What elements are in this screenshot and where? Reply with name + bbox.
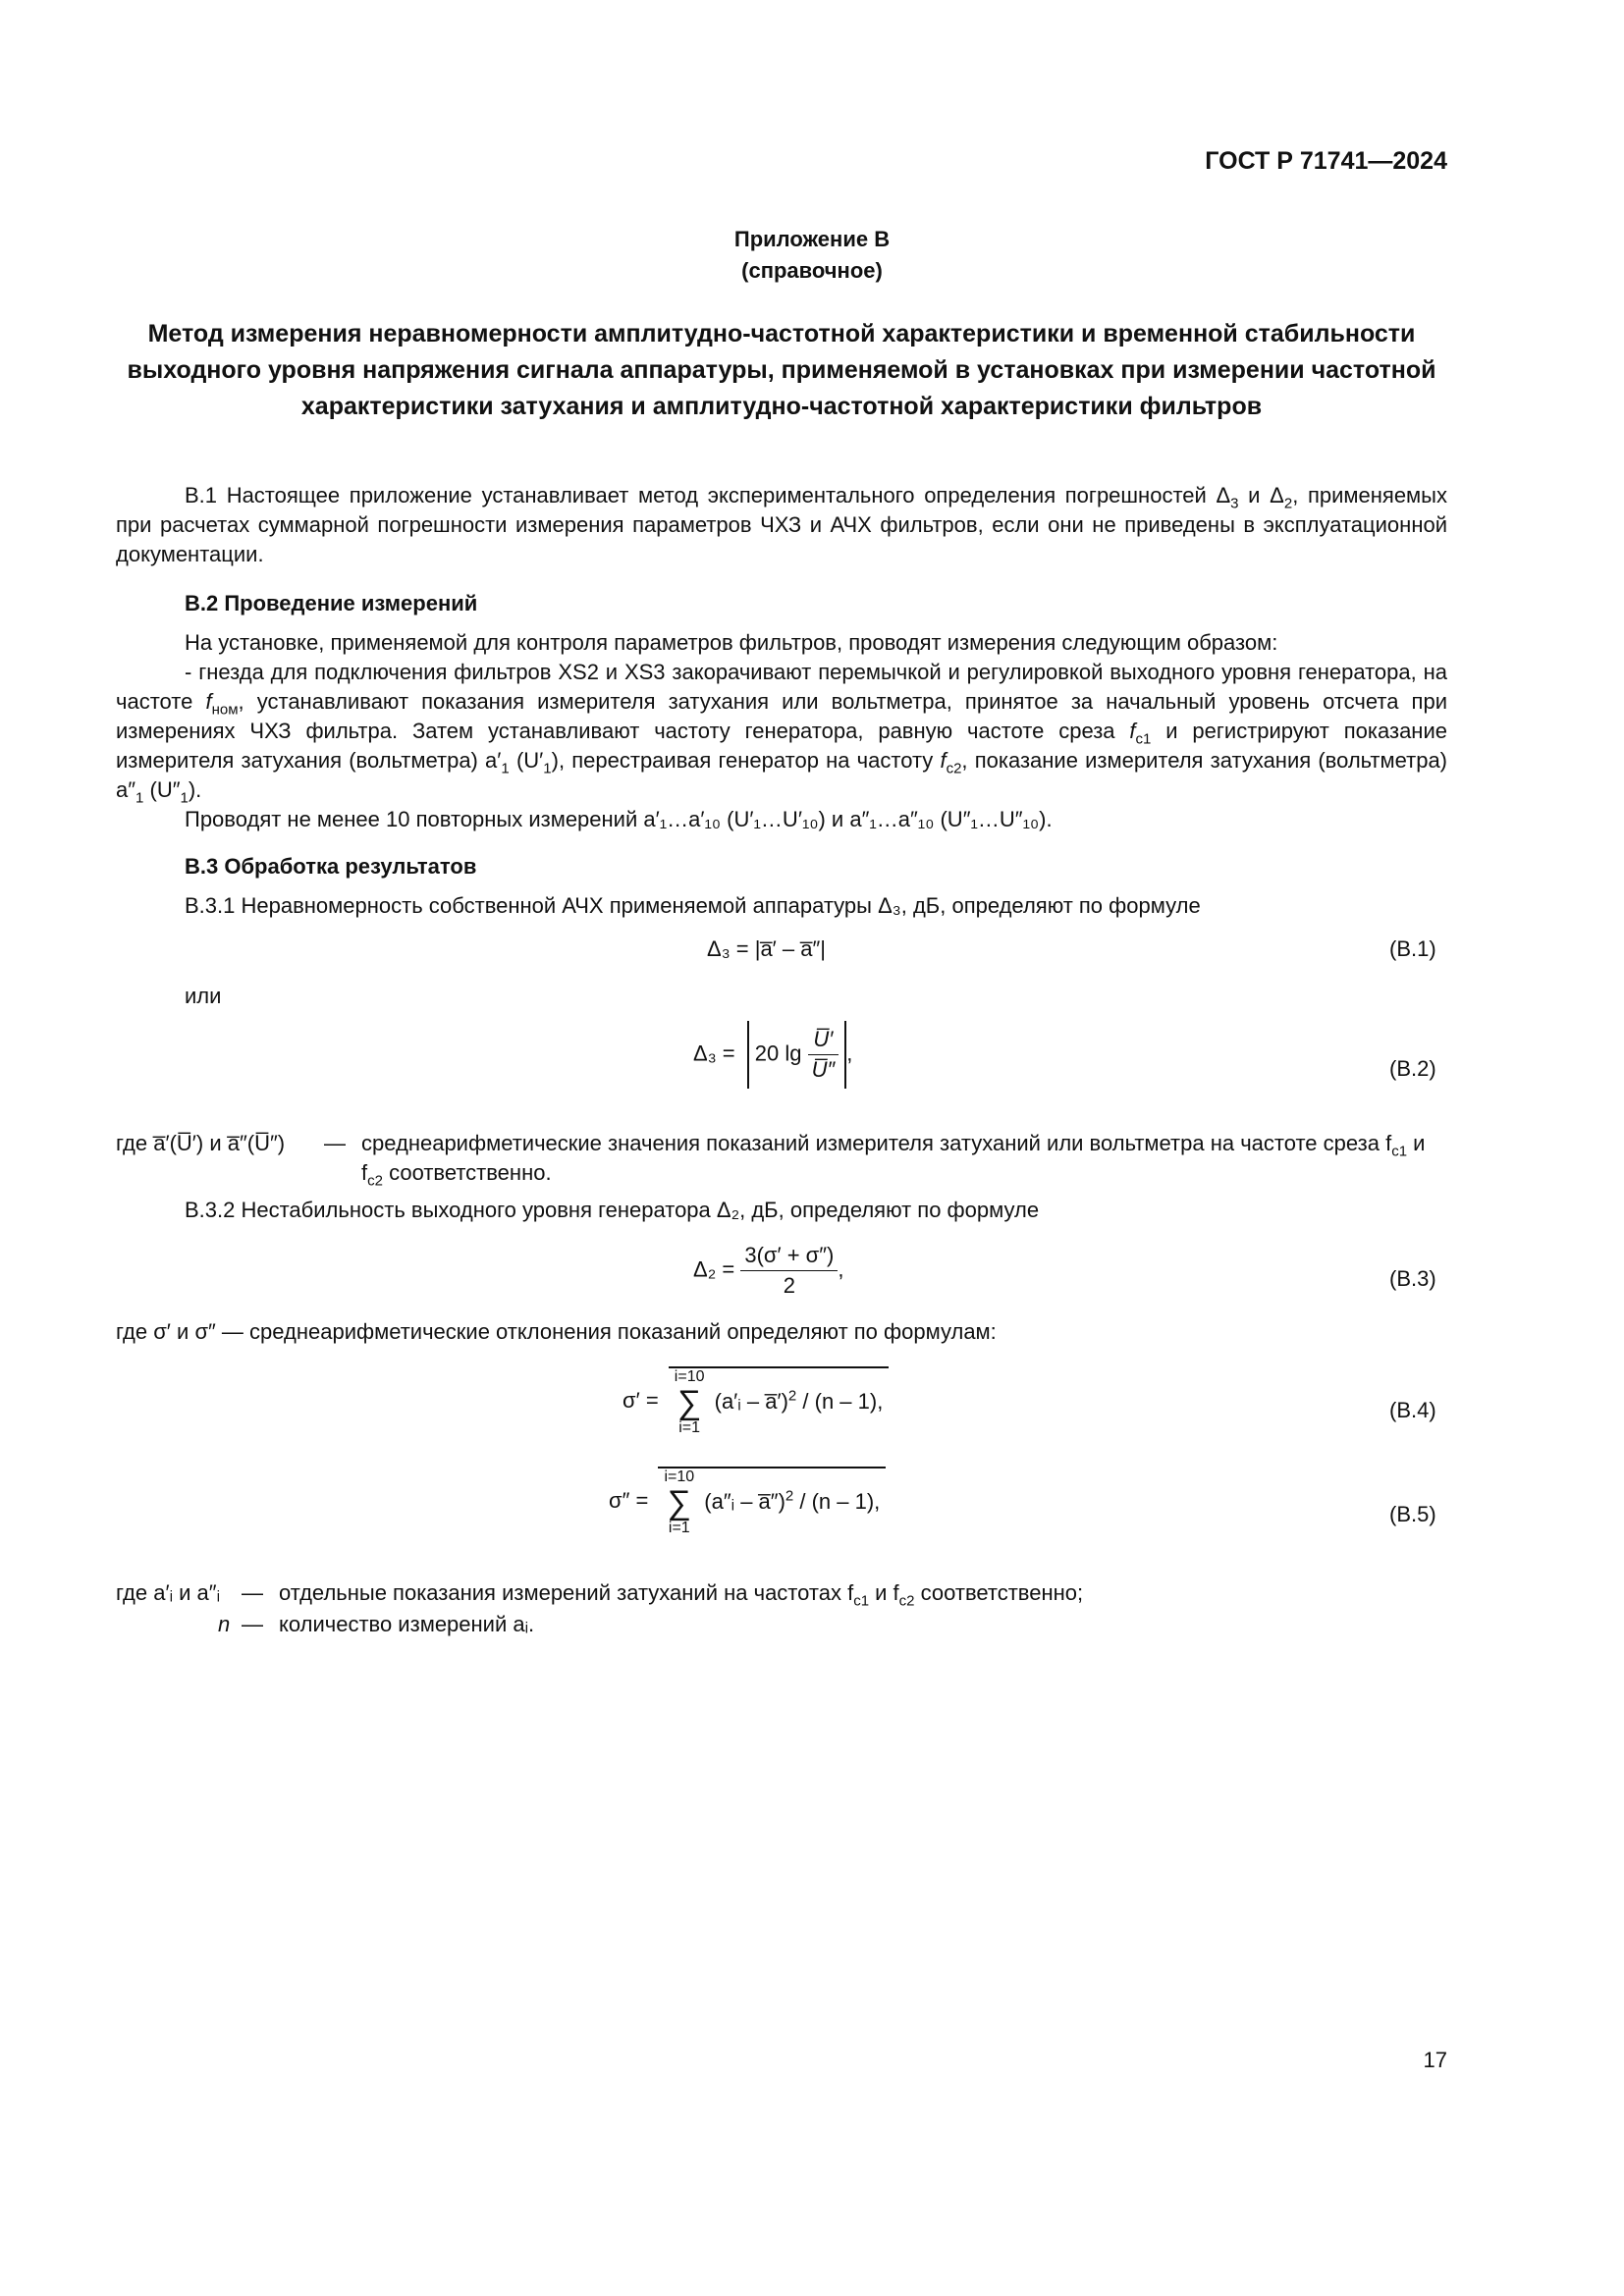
eq-b4-upper: i=10 (674, 1368, 705, 1385)
eq-b4-sqrt (669, 1366, 890, 1437)
eq-b2-numerator: U̅′ (808, 1025, 839, 1055)
appendix-heading (0, 224, 1624, 287)
definition-text-3: отдельные показания измерений затуханий на частотах $f_{с1}$ и $f_{с2}$ соответственно; (279, 1580, 1084, 1610)
sigma-sum-icon: ∑ (667, 1484, 691, 1522)
appendix-title: Метод измерения неравномерности амплитудно-частотной характеристики и временной стабильности выходного уровня напряжения сигнала аппаратуры, применяемой в установках при измерении частотной характеристики затухания и амплитудно-частотной характеристики фильтров (127, 320, 1436, 420)
eq-b5-term: (a″ᵢ – a̅″) (704, 1488, 785, 1514)
equation-number-b1: (В.1) (1389, 936, 1436, 961)
definition-dash-3: — (242, 1580, 263, 1605)
eq-b2-lhs: Δ₃ = (693, 1041, 735, 1066)
heading-b2: В.2 Проведение измерений (185, 591, 478, 615)
eq-b4-power: 2 (787, 1387, 797, 1405)
paragraph-b32: В.3.2 Нестабильность выходного уровня генератора Δ₂, дБ, определяют по формуле (185, 1198, 1040, 1222)
equation-b3 (693, 1241, 843, 1301)
sigma-sum-icon: ∑ (677, 1384, 702, 1421)
definition-sigma: где σ′ и σ″ — среднеарифметические отклонения показаний определяют по формулам: (116, 1319, 997, 1344)
eq-b4-lower: i=1 (678, 1419, 701, 1436)
text-or: или (185, 984, 222, 1008)
equation-b2 (693, 1021, 852, 1089)
eq-b3-tail: , (838, 1256, 844, 1282)
eq-b3-fraction (740, 1241, 838, 1301)
eq-b5-tail: / (n – 1), (799, 1488, 881, 1514)
eq-b4-lhs: σ′ = (623, 1387, 659, 1413)
equation-number-b5: (В.5) (1389, 1502, 1436, 1526)
paragraph-b2-body: - гнезда для подключения фильтров XS2 и XS3 закорачивают перемычкой и регулировкой выходного уровня генератора, на частоте $f_{ном}$, устанавливают показания измерителя затухания или вольтметра, принятое за начальный уровень отсчета при измерениях ЧХЗ фильтра. Затем устанавливают частоту генератора, равную частоте среза $f_{с1}$ и регистрируют показание измерителя затухания (вольтметра) $a'_1$ $(U'_1)$, перестраивая генератор на частоту $f_{с2}$, показание измерителя затухания (вольтметра) $a''_1$ $(U''_1)$. (116, 660, 1448, 807)
definition-text-1: среднеарифметические значения показаний измерителя затуханий или вольтметра на частоте среза $f_{с1}$ и $f_{с2}$ соответственно. (361, 1131, 1426, 1190)
equation-b1: Δ₃ = |a̅′ – a̅″| (707, 936, 826, 961)
eq-b2-tail: , (846, 1041, 853, 1066)
definition-term-3: где a′ᵢ и a″ᵢ (116, 1580, 221, 1605)
equation-number-b3: (В.3) (1389, 1266, 1436, 1291)
eq-b3-numerator: 3(σ′ + σ″) (740, 1241, 838, 1271)
eq-b4-tail: / (n – 1), (802, 1388, 884, 1414)
eq-b5-lower: i=1 (668, 1520, 690, 1536)
eq-b5-lhs: σ″ = (609, 1487, 649, 1513)
eq-b5-sqrt (658, 1467, 886, 1537)
definition-dash-4: — (242, 1612, 263, 1636)
equation-number-b4: (В.4) (1389, 1398, 1436, 1422)
eq-b3-denominator: 2 (783, 1273, 795, 1298)
definition-term-1: где a̅′(U̅′) и a̅″(U̅″) (116, 1131, 286, 1155)
eq-b2-fraction (808, 1025, 839, 1085)
document-header-id: ГОСТ Р 71741—2024 (1205, 147, 1447, 175)
eq-b3-lhs: Δ₂ = (693, 1256, 735, 1282)
eq-b2-denominator: U̅″ (811, 1057, 836, 1082)
eq-b4-sum (675, 1368, 705, 1437)
heading-b3: В.3 Обработка результатов (185, 854, 477, 879)
paragraph-b1: В.1 Настоящее приложение устанавливает метод экспериментального определения погрешностей $\Delta_3$ и $\Delta_2$, применяемых при расчетах суммарной погрешности измерения параметров ЧХЗ и АЧХ фильтров, если они не приведены в эксплуатационной документации. (116, 483, 1447, 566)
equation-number-b2: (В.2) (1389, 1056, 1436, 1081)
eq-b2-abs (747, 1021, 847, 1089)
paragraph-b2-repeat: Проводят не менее 10 повторных измерений a′₁…a′₁₀ (U′₁…U′₁₀) и a″₁…a″₁₀ (U″₁…U″₁₀). (185, 807, 1053, 831)
paragraph-b31: В.3.1 Неравномерность собственной АЧХ применяемой аппаратуры Δ₃, дБ, определяют по формуле (185, 893, 1201, 918)
equation-b4 (623, 1366, 889, 1437)
eq-b5-upper: i=10 (664, 1468, 695, 1485)
equation-b5 (609, 1467, 886, 1537)
page-number: 17 (1423, 2048, 1447, 2072)
eq-b5-power: 2 (785, 1487, 794, 1505)
definition-dash-1: — (324, 1131, 346, 1155)
appendix-label: Приложение В (733, 227, 891, 251)
appendix-kind: (справочное) (741, 258, 883, 283)
eq-b5-sum (664, 1468, 694, 1537)
paragraph-b2-intro: На установке, применяемой для контроля параметров фильтров, проводят измерения следующим образом: (185, 630, 1278, 655)
definition-term-4: n (218, 1612, 231, 1636)
eq-b4-term: (a′ᵢ – a̅′) (714, 1388, 788, 1414)
eq-b2-coef: 20 lg (754, 1041, 802, 1066)
definition-text-4: количество измерений aᵢ. (279, 1612, 535, 1636)
